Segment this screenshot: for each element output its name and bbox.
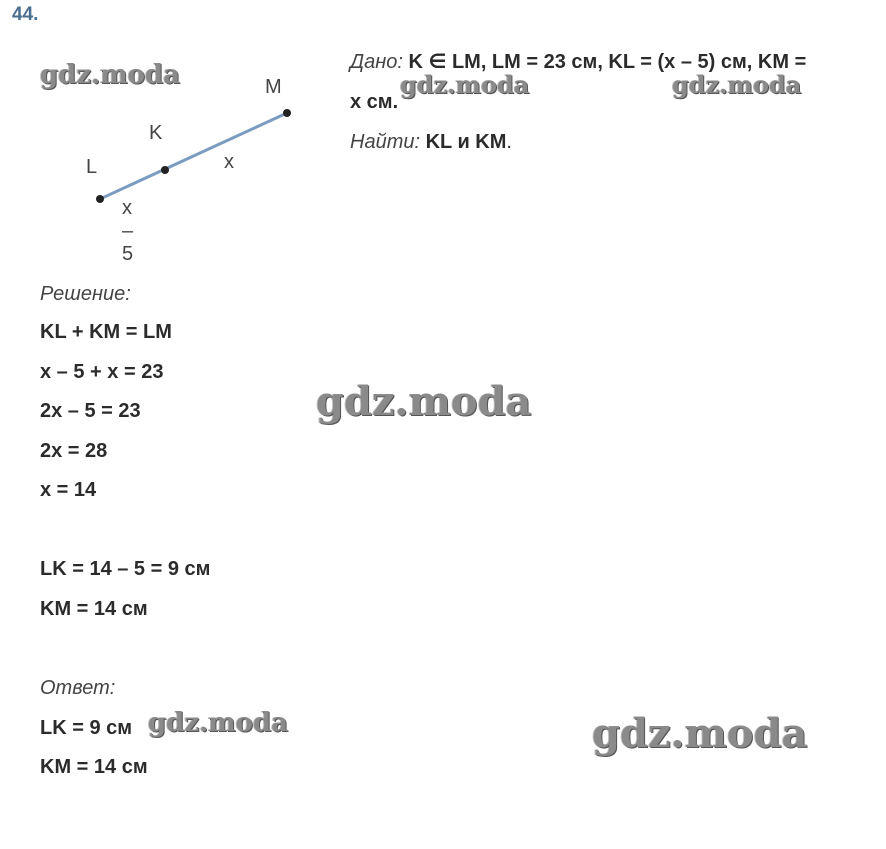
solution-line: KL + KM = LM	[40, 321, 172, 343]
given-line-2	[350, 82, 880, 122]
watermark: gdz.moda	[592, 710, 808, 757]
problem-number: 44.	[12, 4, 39, 25]
find-tail: .	[506, 131, 512, 153]
label-segment-lk: x – 5	[122, 197, 134, 265]
given-text-2: x см.	[350, 91, 399, 113]
given-line-1	[350, 42, 880, 82]
find-text: KL и KM	[425, 131, 507, 153]
solution-line: x = 14	[40, 479, 97, 501]
answer-line: LK = 9 см	[40, 717, 133, 739]
answer-heading: Ответ:	[40, 677, 116, 699]
watermark: gdz.moda	[40, 60, 181, 90]
result-line: KM = 14 см	[40, 598, 148, 620]
segment-lm-line	[100, 113, 287, 199]
answer-line: KM = 14 см	[40, 756, 148, 778]
point-l	[96, 195, 104, 203]
point-k	[161, 166, 169, 174]
watermark: gdz.moda	[148, 708, 289, 738]
given-block	[350, 42, 880, 162]
label-segment-km: x	[224, 151, 234, 173]
point-m	[283, 109, 291, 117]
result-line: LK = 14 – 5 = 9 см	[40, 558, 211, 580]
given-text-1: K ∈ LM, LM = 23 см, KL = (x – 5) см, KM =	[408, 51, 807, 73]
solution-line: 2x = 28	[40, 440, 108, 462]
label-point-m: M	[265, 76, 282, 98]
label-point-k: K	[149, 122, 163, 144]
find-line	[350, 122, 880, 162]
find-label: Найти:	[350, 131, 421, 153]
watermark: gdz.moda	[672, 70, 802, 99]
label-point-l: L	[86, 156, 98, 178]
solution-line: x – 5 + x = 23	[40, 361, 164, 383]
solution-line: 2x – 5 = 23	[40, 400, 141, 422]
solution-heading: Решение:	[40, 283, 131, 305]
watermark: gdz.moda	[316, 378, 532, 425]
given-label: Дано:	[350, 51, 403, 73]
watermark: gdz.moda	[400, 70, 530, 99]
